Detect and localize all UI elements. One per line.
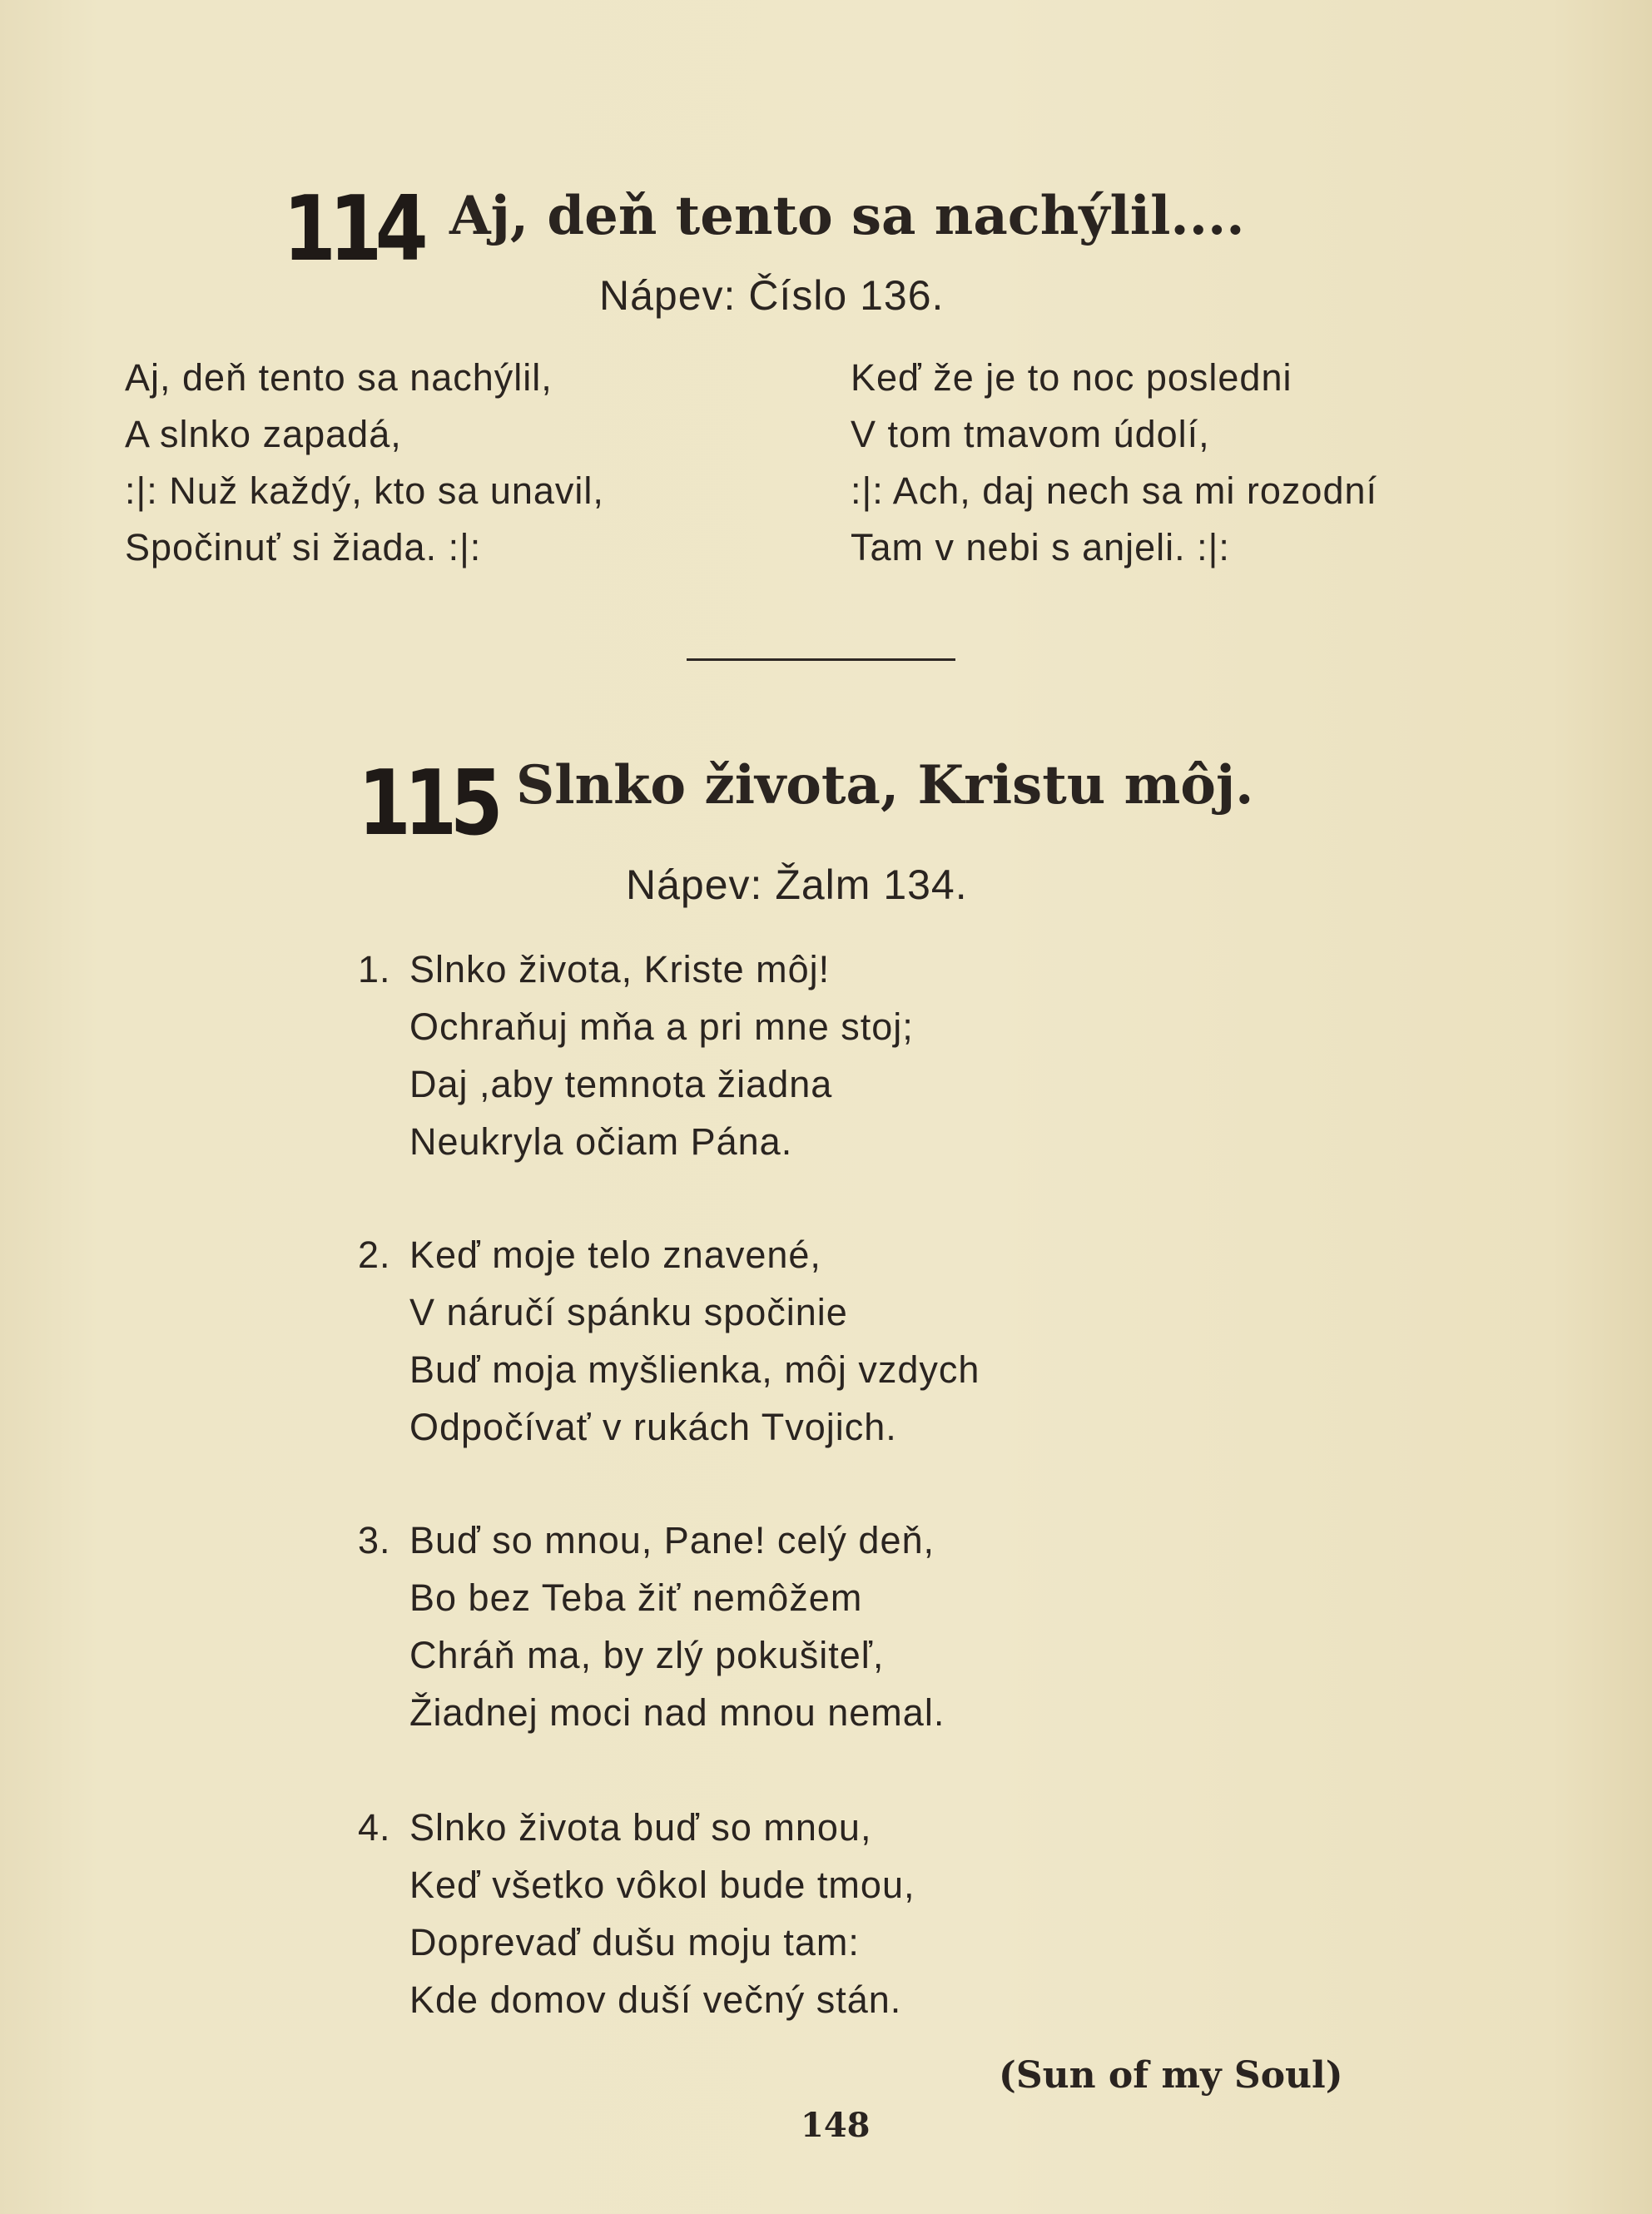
- stanza-number: 4.: [358, 1806, 391, 1849]
- verse-line: Keď všetko vôkol bude tmou,: [409, 1864, 915, 1906]
- verse-line: Aj, deň tento sa nachýlil,: [125, 356, 553, 399]
- hymn-114-melody: Nápev: Číslo 136.: [599, 272, 945, 319]
- stanza-1: [358, 941, 914, 1170]
- hymn-115-title: Slnko života, Kristu môj.: [516, 754, 1254, 817]
- verse-line: Daj ,aby temnota žiadna: [409, 1063, 833, 1105]
- hymn-115-number: 115: [358, 752, 497, 856]
- verse-line: Ochraňuj mňa a pri mne stoj;: [409, 1005, 914, 1048]
- hymn-115-credit: (Sun of my Soul): [999, 2054, 1343, 2097]
- verse-line: Keď že je to noc posledni: [851, 356, 1292, 399]
- verse-line: Chráň ma, by zlý pokušiteľ,: [409, 1634, 885, 1676]
- verse-line: Keď moje telo znavené,: [409, 1234, 821, 1276]
- verse-line: :|: Ach, daj nech sa mi rozodní: [851, 469, 1378, 512]
- hymn-114-number: 114: [283, 177, 422, 281]
- verse-line: V tom tmavom údolí,: [851, 413, 1210, 455]
- verse-line: Bo bez Teba žiť nemôžem: [409, 1576, 863, 1619]
- hymn-115-melody: Nápev: Žalm 134.: [626, 861, 968, 908]
- section-divider: [687, 658, 955, 661]
- verse-line: V náručí spánku spočinie: [409, 1291, 848, 1333]
- verse-line: A slnko zapadá,: [125, 413, 402, 455]
- verse-line: Žiadnej moci nad mnou nemal.: [409, 1691, 945, 1734]
- stanza-2: [358, 1226, 980, 1456]
- verse-line: Doprevaď dušu moju tam:: [409, 1921, 860, 1963]
- verse-line: Neukryla očiam Pána.: [409, 1120, 793, 1163]
- verse-line: Buď moja myšlienka, môj vzdych: [409, 1348, 980, 1391]
- verse-line: Tam v nebi s anjeli. :|:: [851, 526, 1230, 568]
- stanza-number: 2.: [358, 1234, 391, 1276]
- stanza-number: 1.: [358, 948, 391, 990]
- verse-line: Slnko života, Kriste môj!: [409, 948, 831, 990]
- hymn-114-title: Aj, deň tento sa nachýlil....: [449, 185, 1245, 247]
- hymn-114-right-verse: [851, 350, 1377, 576]
- page-number: 148: [801, 2106, 871, 2145]
- verse-line: :|: Nuž každý, kto sa unavil,: [125, 469, 604, 512]
- stanza-3: [358, 1512, 945, 1741]
- stanza-number: 3.: [358, 1519, 391, 1561]
- stanza-4: [358, 1799, 915, 2028]
- verse-line: Odpočívať v rukách Tvojich.: [409, 1406, 897, 1448]
- verse-line: Buď so mnou, Pane! celý deň,: [409, 1519, 935, 1561]
- verse-line: Kde domov duší večný stán.: [409, 1978, 902, 2021]
- hymn-114-left-verse: [125, 350, 604, 576]
- verse-line: Slnko života buď so mnou,: [409, 1806, 872, 1849]
- verse-line: Spočinuť si žiada. :|:: [125, 526, 482, 568]
